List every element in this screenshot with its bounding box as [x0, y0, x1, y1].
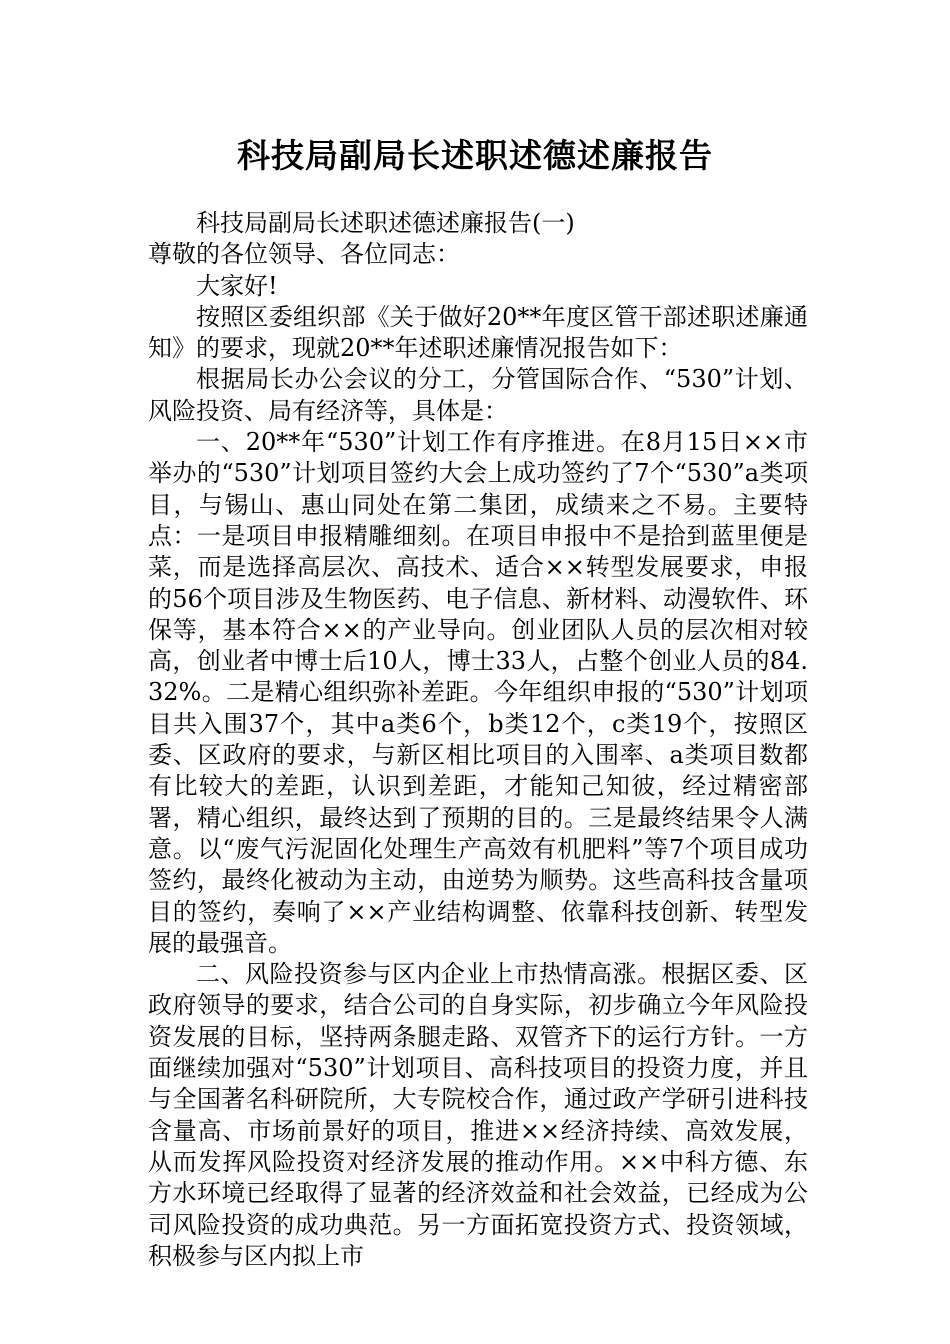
- section-one-paragraph: 一、20**年“530”计划工作有序推进。在8月15日××市举办的“530”计划项目签约大会上成功签约了7个“530”a类项目，与锡山、惠山同处在第二集团，成绩来之不易。主要特点：一是项目申报精雕细刻。在项目申报中不是拾到蓝里便是菜，而是选择高层次、高技术、适合××转型发展要求，申报的56个项目涉及生物医药、电子信息、新材料、动漫软件、环保等，基本符合××的产业导向。创业团队人员的层次相对较高，创业者中博士后10人，博士33人，占整个创业人员的84.32%。二是精心组织弥补差距。今年组织申报的“530”计划项目共入围37个，其中a类6个，b类12个，c类19个，按照区委、区政府的要求，与新区相比项目的入围率、a类项目数都有比较大的差距，认识到差距，才能知己知彼，经过精密部署，精心组织，最终达到了预期的目的。三是最终结果令人满意。以“废气污泥固化处理生产高效有机肥料”等7个项目成功签约，最终化被动为主动，由逆势为顺势。这些高科技含量项目的签约，奏响了××产业结构调整、依靠科技创新、转型发展的最强音。: [148, 428, 808, 957]
- greeting: 大家好!: [196, 271, 278, 300]
- section-two-paragraph: 二、风险投资参与区内企业上市热情高涨。根据区委、区政府领导的要求，结合公司的自身实际，初步确立今年风险投资发展的目标，坚持两条腿走路、双管齐下的运行方针。一方面继续加强对“530”计划项目、高科技项目的投资力度，并且与全国著名科研院所，大专院校合作，通过政产学研引进科技含量高、市场前景好的项目，推进××经济持续、高效发展，从而发挥风险投资对经济发展的推动作用。××中科方德、东方水环境已经取得了显著的经济效益和社会效益，已经成为公司风险投资的成功典范。另一方面拓宽投资方式、投资领域，积极参与区内拟上市: [148, 960, 808, 1270]
- intro-paragraph: 按照区委组织部《关于做好20**年度区管干部述职述廉通知》的要求，现就20**年述职述廉情况报告如下：: [148, 302, 808, 363]
- division-paragraph: 根据局长办公会议的分工，分管国际合作、“530”计划、风险投资、局有经济等，具体是：: [148, 365, 808, 425]
- document-title: 科技局副局长述职述德述廉报告: [237, 136, 713, 175]
- document-body: [148, 208, 808, 1272]
- salutation: 尊敬的各位领导、各位同志：: [148, 240, 460, 269]
- report-subtitle: 科技局副局长述职述德述廉报告(一): [196, 209, 575, 237]
